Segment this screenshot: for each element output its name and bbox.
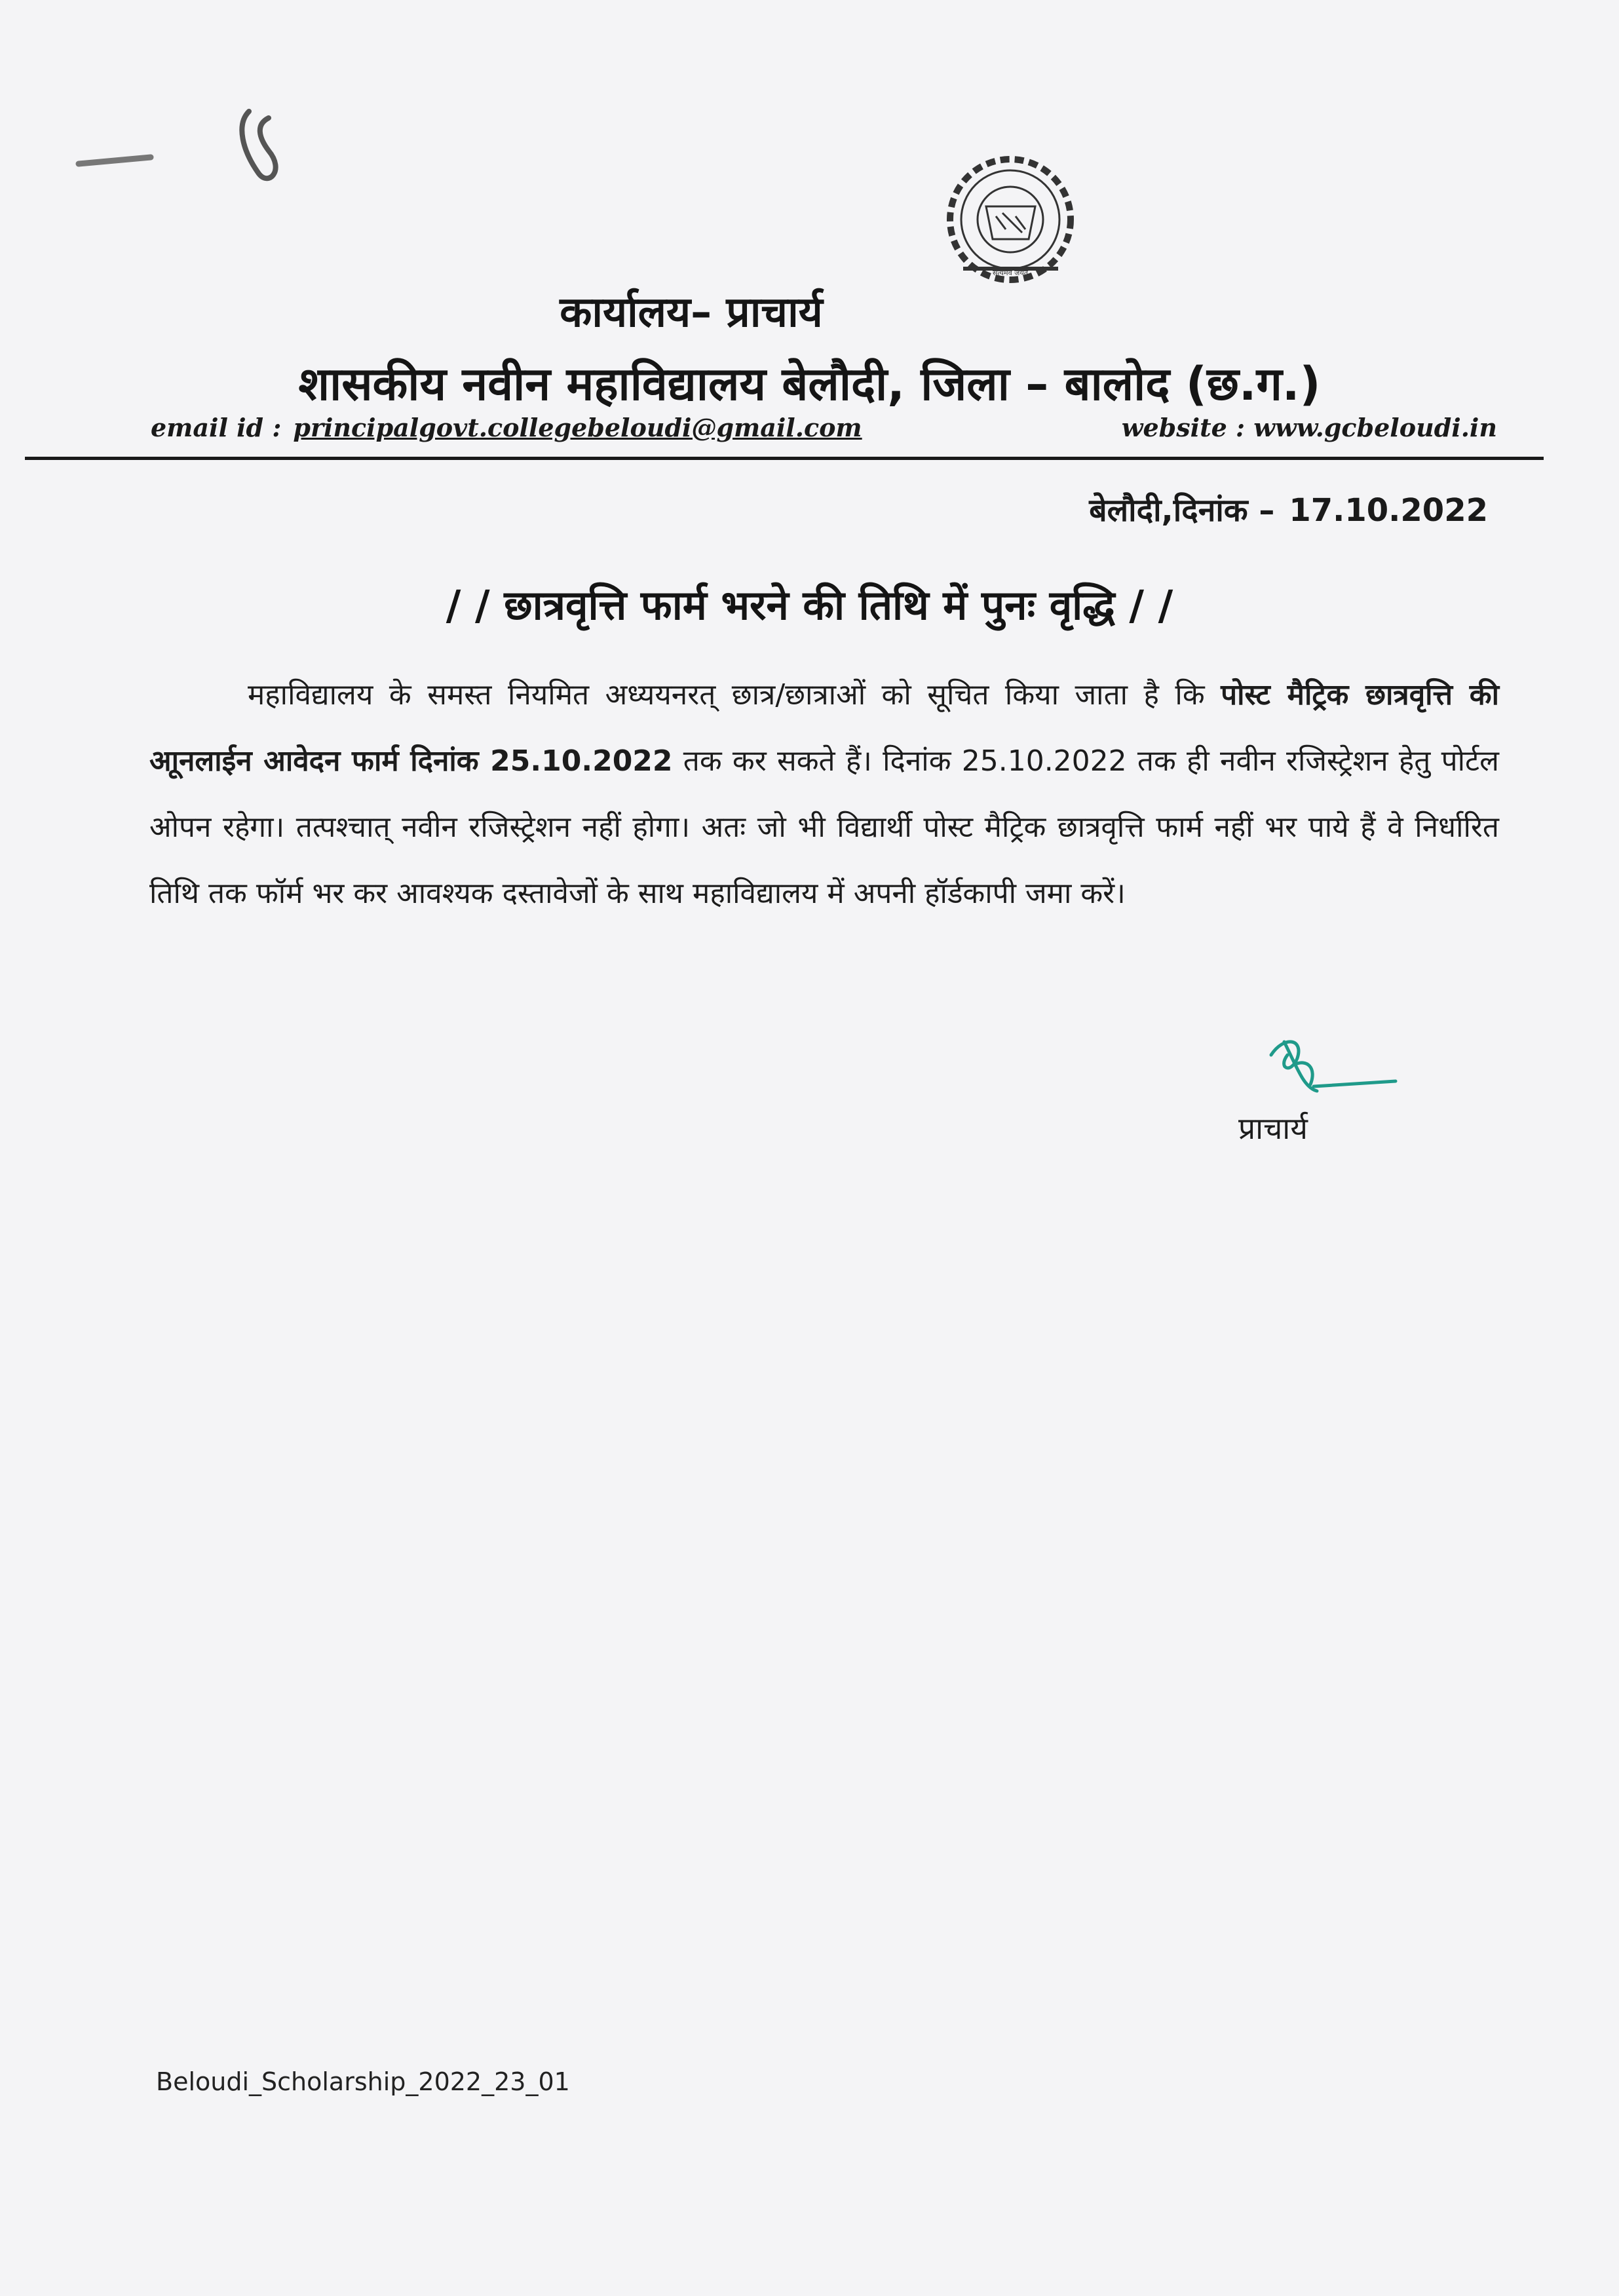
date-label: बेलौदी,दिनांक – <box>1089 492 1275 529</box>
document-reference: Beloudi_Scholarship_2022_23_01 <box>156 2067 570 2096</box>
notice-body-part2: तक कर सकते हैं। दिनांक 25.10.2022 तक ही नवीन रजिस्ट्रेशन हेतु पोर्टल ओपन रहेगा। तत्पश्चात् नवीन रजिस्ट्रेशन नहीं होगा। अतः जो भी विद्यार्थी पोस्ट मैट्रिक छात्रवृत्ति फार्म नहीं भर पाये हैं वे निर्धारित तिथि तक फॉर्म भर कर आवश्यक दस्तावेजों के साथ महाविद्यालय में अपनी हॉर्डकापी जमा करें। <box>149 744 1499 910</box>
website-link[interactable]: website : www.gcbeloudi.in <box>1121 413 1497 442</box>
date-line <box>1089 488 1488 531</box>
svg-text:सत्यमेव जयते: सत्यमेव जयते <box>992 269 1029 277</box>
college-name: शासकीय नवीन महाविद्यालय बेलौदी, जिला – बालोद (छ.ग.) <box>298 357 1321 411</box>
notice-heading: / / छात्रवृत्ति फार्म भरने की तिथि में पुनः वृद्धि / / <box>446 581 1173 629</box>
email-label: email id : <box>151 413 282 442</box>
college-emblem-logo <box>924 154 1097 288</box>
notice-body-part1: महाविद्यालय के समस्त नियमित अध्ययनरत् छात्र/छात्राओं को सूचित किया जाता है कि <box>248 678 1221 712</box>
header-divider <box>25 457 1544 460</box>
notice-body <box>149 662 1499 927</box>
date-value: 17.10.2022 <box>1289 492 1488 529</box>
office-title: कार्यालय– प्राचार्य <box>560 288 823 337</box>
email-block <box>151 413 862 442</box>
signer-designation: प्राचार्य <box>1238 1111 1308 1146</box>
email-link[interactable]: principalgovt.collegebeloudi@gmail.com <box>293 413 862 442</box>
notice-body-bold: पोस्ट मैट्रिक छात्रवृत्ति की आूनलाईन आवेदन फार्म दिनांक 25.10.2022 <box>149 678 1499 778</box>
signature-mark <box>1258 1029 1409 1107</box>
paper-clip-icon <box>72 98 288 183</box>
contact-line <box>151 413 1497 452</box>
